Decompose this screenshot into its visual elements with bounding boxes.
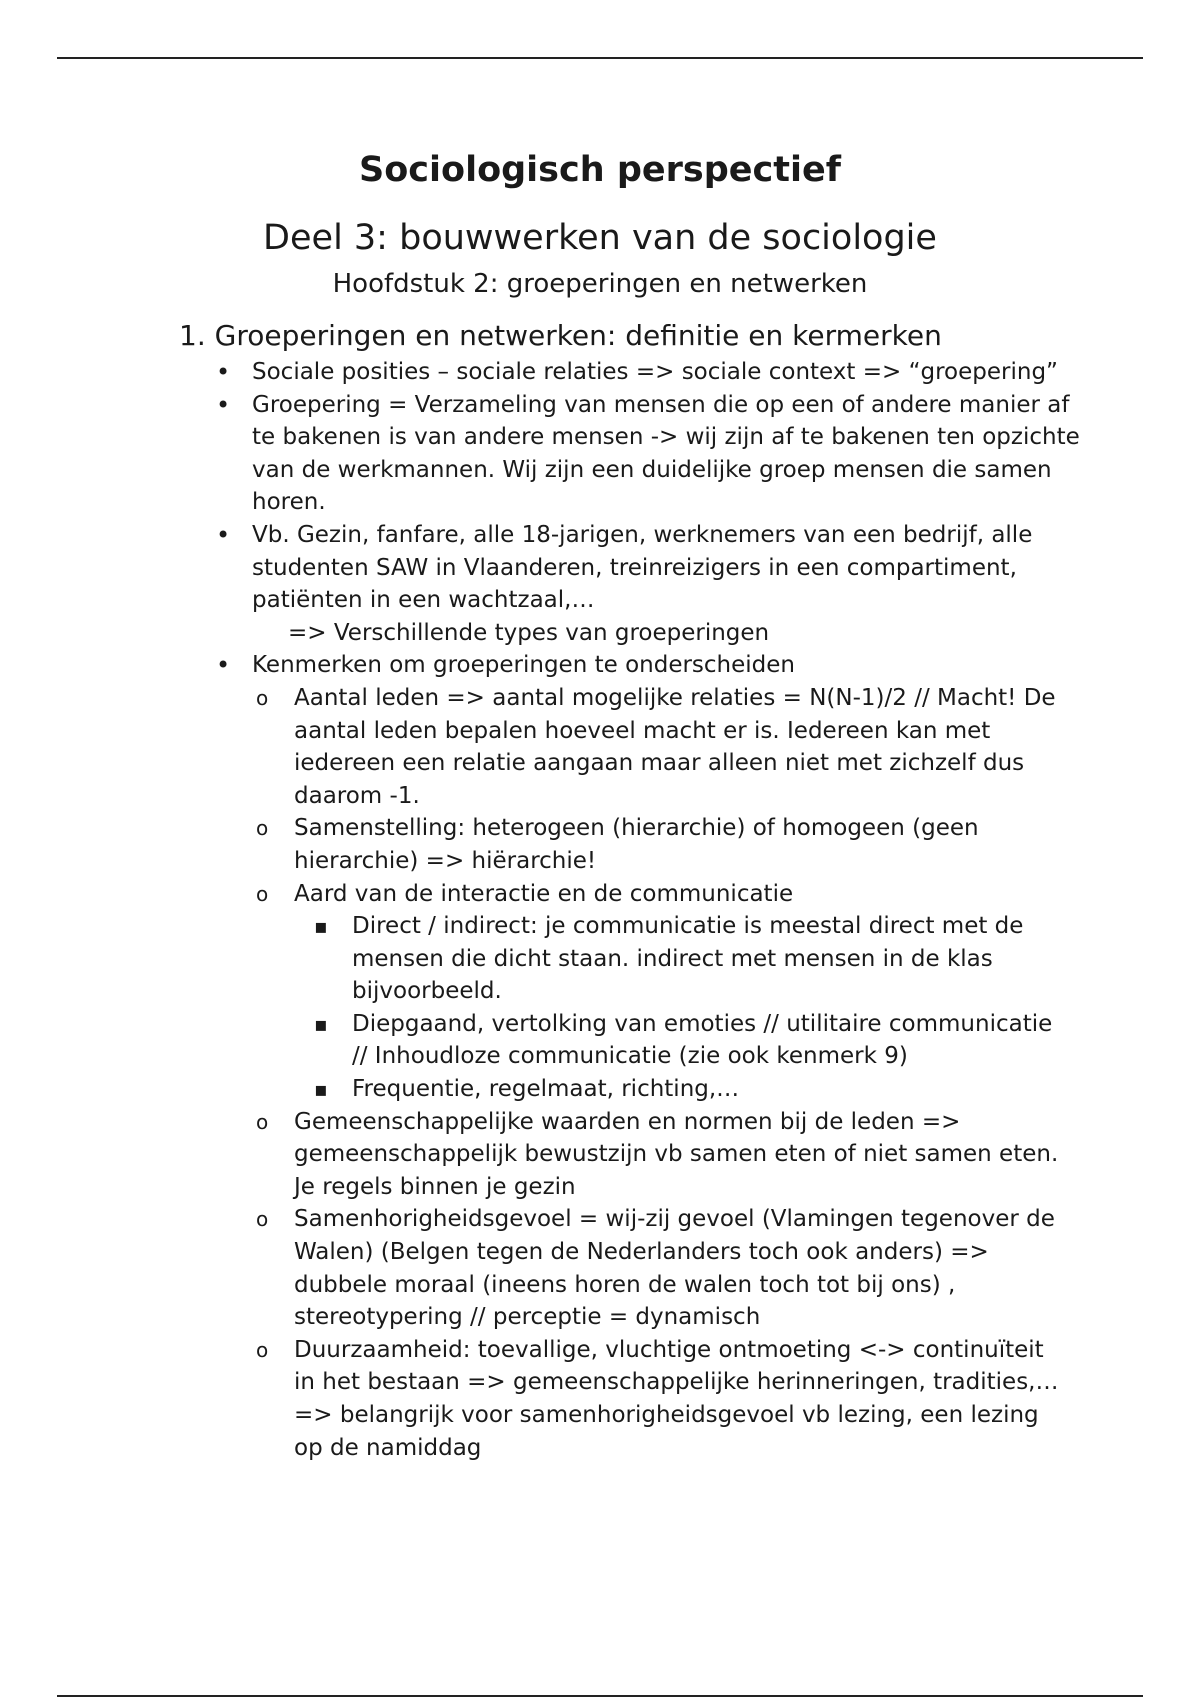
list-item-text: Duurzaamheid: toevallige, vluchtige ontmoeting <-> continuïteit in het bestaan => gemeenschappelijke herinneringen, tradities,… => belangrijk voor samenhorigheidsgevoel vb lezing, een lezing op de namiddag [294, 1336, 1059, 1461]
sub-list-item [256, 1203, 1064, 1333]
section-heading: 1. Groeperingen en netwerken: definitie en kermerken [179, 319, 942, 352]
list-item [216, 356, 1082, 389]
bullet-icon: • [216, 651, 231, 680]
circle-bullet-icon: o [256, 1207, 269, 1232]
bullet-icon: • [216, 520, 231, 549]
bullet-icon: • [216, 358, 231, 386]
sub-list-item [256, 682, 1064, 812]
list-item [216, 649, 1082, 682]
sub-list-item [256, 812, 1064, 877]
bullet-icon: • [216, 390, 231, 419]
sub-list-item [256, 878, 1064, 911]
list-item-text: Vb. Gezin, fanfare, alle 18-jarigen, werknemers van een bedrijf, alle studenten SAW in Vlaanderen, treinreizigers in een compartiment, patiënten in een wachtzaal,… [252, 521, 1033, 614]
list-item-text: Gemeenschappelijke waarden en normen bij de leden => gemeenschappelijk bewustzijn vb samen eten of niet samen eten. Je regels binnen je gezin [294, 1108, 1059, 1200]
bottom-rule [57, 1695, 1143, 1697]
list-item [216, 519, 1082, 617]
list-item-text: Diepgaand, vertolking van emoties // utilitaire communicatie // Inhoudloze communicatie (zie ook kenmerk 9) [352, 1010, 1053, 1070]
square-bullet-icon: ▪ [314, 914, 328, 939]
sub-sub-list-item [314, 910, 1072, 1008]
circle-bullet-icon: o [256, 1337, 269, 1362]
list-item-text: Frequentie, regelmaat, richting,… [352, 1076, 740, 1103]
list-item-text: Groepering = Verzameling van mensen die op een of andere manier af te bakenen is van andere mensen -> wij zijn af te bakenen ten opzichte van de werkmannen. Wij zijn een duidelijke groep mensen die samen horen. [252, 391, 1080, 516]
list-item-text: Kenmerken om groeperingen te onderscheiden [252, 652, 795, 679]
sub-sub-list-item [314, 1073, 1072, 1106]
chapter-heading: Hoofdstuk 2: groeperingen en netwerken [332, 269, 868, 299]
list-item-text: Direct / indirect: je communicatie is meestal direct met de mensen die dicht staan. indirect met mensen in de klas bijvoorbeeld. [352, 913, 1024, 1005]
document-body [0, 356, 1200, 1464]
sub-list-item [256, 1106, 1064, 1204]
list-item-text: Samenhorigheidsgevoel = wij-zij gevoel (Vlamingen tegenover de Walen) (Belgen tegen de Nederlanders toch ook anders) => dubbele moraal (ineens horen de walen toch tot bij ons) , stereotypering // perceptie = dynamisch [294, 1206, 1055, 1331]
circle-bullet-icon: o [256, 685, 269, 710]
top-rule [57, 57, 1143, 59]
list-item-continuation: => Verschillende types van groeperingen [288, 619, 770, 646]
square-bullet-icon: ▪ [314, 1077, 328, 1102]
circle-bullet-icon: o [256, 881, 269, 906]
list-item-text: Sociale posities – sociale relaties => sociale context => “groepering” [252, 359, 1058, 385]
circle-bullet-icon: o [256, 1109, 269, 1134]
list-item [216, 389, 1082, 519]
sub-sub-list-item [314, 1008, 1072, 1073]
document-title: Sociologisch perspectief [359, 150, 841, 190]
sub-list-item [256, 1334, 1064, 1464]
part-heading: Deel 3: bouwwerken van de sociologie [263, 218, 937, 258]
square-bullet-icon: ▪ [314, 1011, 328, 1036]
circle-bullet-icon: o [256, 816, 269, 841]
list-item-text: Aantal leden => aantal mogelijke relaties = N(N-1)/2 // Macht! De aantal leden bepalen hoeveel macht er is. Iedereen kan met iedereen een relatie aangaan maar alleen niet met zichzelf dus daarom -1. [294, 684, 1056, 809]
list-item-text: Samenstelling: heterogeen (hierarchie) of homogeen (geen hierarchie) => hiërarchie! [294, 815, 979, 874]
list-item-text: Aard van de interactie en de communicatie [294, 880, 794, 907]
